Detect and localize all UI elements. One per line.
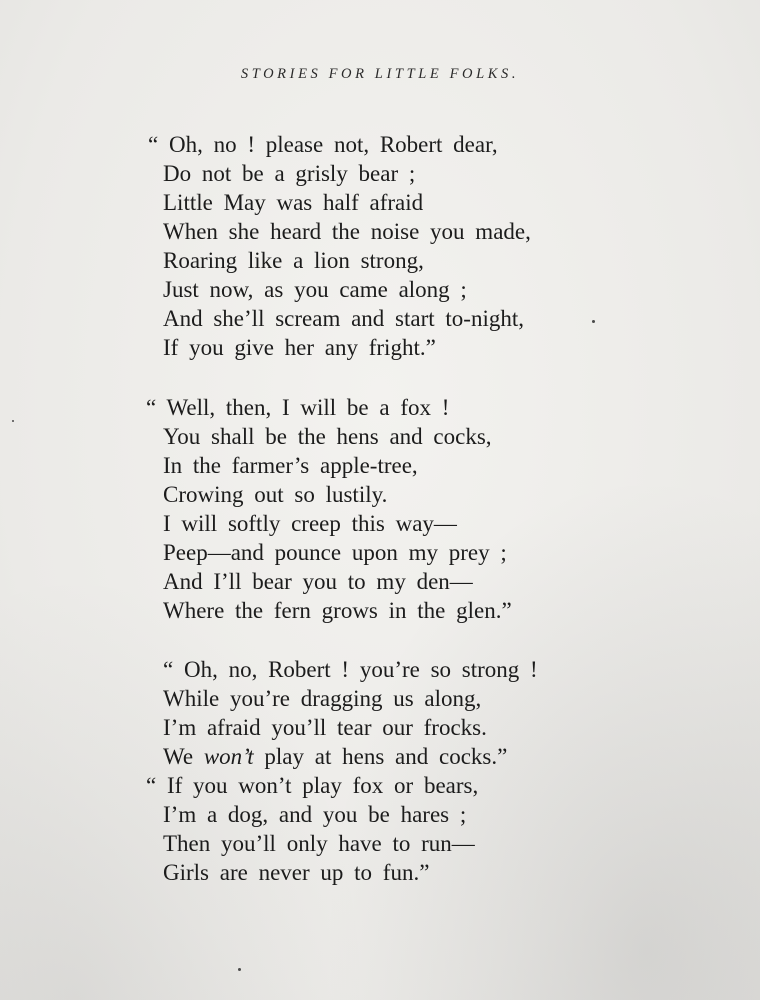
verse-line: And she’ll scream and start to-night, [163,306,524,331]
ink-speck [592,320,595,323]
verse-line: Where the fern grows in the glen.” [163,598,512,623]
verse-line: “ Oh, no, Robert ! you’re so strong ! [163,657,538,682]
verse-line: I’m a dog, and you be hares ; [163,802,467,827]
ink-speck [12,420,14,422]
verse-line: And I’ll bear you to my den— [163,569,473,594]
verse-line: You shall be the hens and cocks, [163,424,492,449]
running-head: STORIES FOR LITTLE FOLKS. [240,66,520,82]
verse-line: Crowing out so lustily. [163,482,388,507]
verse-line: While you’re dragging us along, [163,686,482,711]
verse-line: Just now, as you came along ; [163,277,467,302]
verse-text: We [163,744,204,769]
verse-line: Do not be a grisly bear ; [163,161,416,186]
emphasis-text: won’t [203,744,254,769]
verse-line: “ Oh, no ! please not, Robert dear, [148,132,498,157]
verse-line: In the farmer’s apple-tree, [163,453,418,478]
verse-line: I’m afraid you’ll tear our frocks. [163,715,487,740]
verse-line: Little May was half afraid [163,190,424,215]
verse-line: When she heard the noise you made, [163,219,531,244]
ink-speck [238,968,241,971]
verse-line: “ If you won’t play fox or bears, [146,773,479,798]
verse-line [163,742,507,771]
verse-text: play at hens and cocks.” [253,744,508,769]
verse-line: If you give her any fright.” [163,335,436,360]
verse-line: Girls are never up to fun.” [163,860,430,885]
verse-line: “ Well, then, I will be a fox ! [146,395,450,420]
verse-line: Peep—and pounce upon my prey ; [163,540,507,565]
verse-line: Roaring like a lion strong, [163,248,424,273]
verse-line: I will softly creep this way— [163,511,457,536]
verse-line: Then you’ll only have to run— [163,831,475,856]
